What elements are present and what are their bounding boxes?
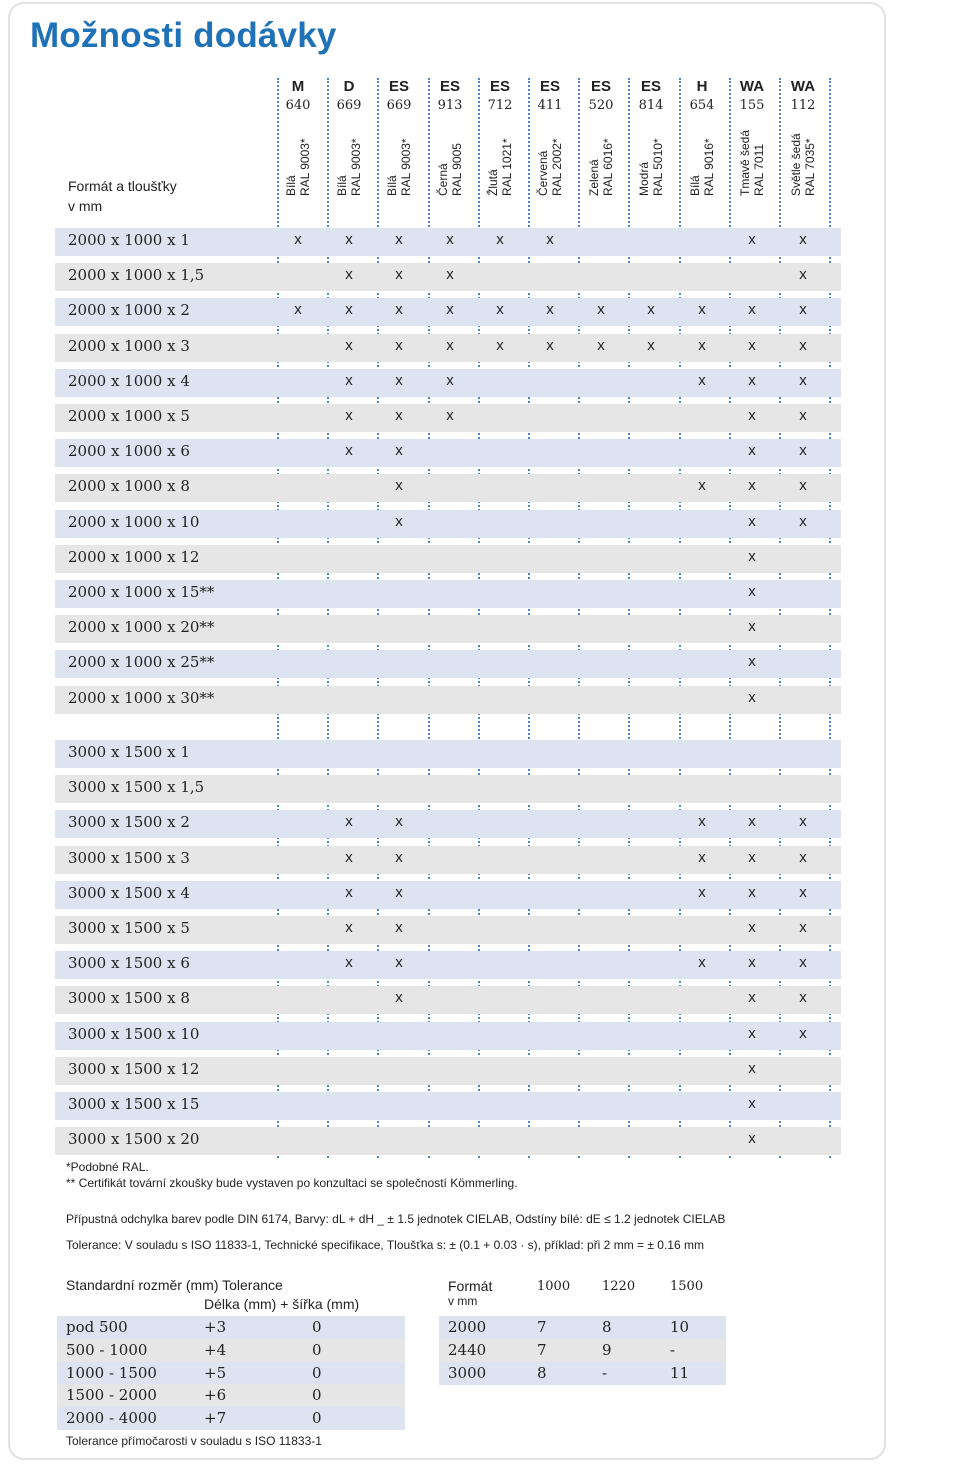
column-number: 520 [588, 98, 614, 113]
availability-mark: x [395, 919, 403, 936]
availability-mark: x [799, 336, 807, 354]
availability-mark: x [748, 883, 756, 901]
availability-mark: x [345, 442, 353, 460]
availability-mark: x [799, 813, 807, 831]
tolerance-cell: +4 [204, 1340, 227, 1359]
format-cell: 7 [537, 1340, 547, 1359]
table-row [55, 580, 841, 608]
availability-mark: x [748, 813, 756, 831]
availability-mark: x [395, 813, 403, 831]
availability-mark: x [748, 1024, 756, 1042]
availability-mark: x [395, 883, 403, 901]
column-color-line: RAL 9003* [399, 138, 413, 196]
availability-mark: x [698, 883, 706, 901]
availability-mark: x [345, 301, 353, 319]
availability-mark: x [395, 231, 403, 248]
table-row [55, 810, 841, 838]
column-color-line: Tmavě šedá [738, 129, 752, 196]
column-color-line: Bílá [335, 175, 349, 196]
tolerance-cell: 2000 - 4000 [66, 1409, 157, 1428]
tolerance-cell: +7 [204, 1409, 227, 1428]
availability-mark: x [799, 848, 807, 866]
format-label-line1: Formát a tloušťky [68, 178, 177, 194]
availability-mark: x [395, 477, 403, 495]
tolerance-row [57, 1384, 405, 1407]
availability-mark: x [748, 301, 756, 319]
row-format-label: 3000 x 1500 x 15 [68, 1095, 200, 1113]
availability-mark: x [748, 1130, 756, 1148]
availability-mark: x [748, 231, 756, 248]
table-row [55, 916, 841, 944]
availability-mark: x [446, 336, 454, 354]
availability-mark: x [799, 371, 807, 389]
note-thickness-tolerance: Tolerance: V souladu s ISO 11833-1, Technické specifikace, Tloušťka s: ± (0.1 + 0.03 · s), příklad: při 2 mm = ± 0.16 mm [66, 1238, 704, 1252]
column-color-line: RAL 9016* [702, 138, 716, 196]
format-cell: - [602, 1363, 608, 1382]
table-row [55, 228, 841, 256]
column-code: ES [640, 78, 661, 95]
row-format-label: 2000 x 1000 x 6 [68, 442, 190, 461]
format-row [439, 1316, 726, 1339]
note-certificate: ** Certifikát tovární zkoušky bude vystaven po konzultaci se společností Kömmerling. [66, 1176, 518, 1190]
column-color-line: RAL 6016* [601, 138, 615, 196]
row-format-label: 2000 x 1000 x 15** [68, 583, 215, 601]
availability-mark: x [395, 512, 403, 530]
availability-mark: x [395, 336, 403, 354]
column-number: 112 [790, 98, 816, 113]
row-format-label: 3000 x 1500 x 3 [68, 848, 190, 867]
column-code: H [696, 78, 708, 95]
tolerance-cell: 1000 - 1500 [66, 1363, 157, 1382]
tolerance-header-2: Délka (mm) + šířka (mm) [204, 1296, 360, 1312]
availability-mark: x [748, 954, 756, 972]
column-code: D [343, 78, 355, 95]
availability-mark: x [345, 231, 353, 248]
format-label [68, 176, 177, 216]
table-row [55, 474, 841, 502]
availability-mark: x [446, 371, 454, 389]
availability-mark: x [647, 301, 655, 319]
availability-mark: x [748, 477, 756, 495]
row-format-label: 3000 x 1500 x 1 [68, 743, 190, 761]
row-format-label: 3000 x 1500 x 6 [68, 954, 190, 973]
note-color-tolerance: Přípustná odchylka barev podle DIN 6174, Barvy: dL + dH _ ± 1.5 jednotek CIELAB, Odstíny bílé: dE ≤ 1.2 jednotek CIELAB [66, 1212, 726, 1226]
tolerance-cell: pod 500 [66, 1318, 128, 1336]
format-cell: 10 [670, 1318, 690, 1336]
column-color-line: Žlutá [486, 169, 500, 196]
format-table-header-size: 1000 [537, 1279, 571, 1294]
column-color-line: Černá [436, 163, 450, 196]
format-cell: 7 [537, 1318, 547, 1336]
format-cell: 9 [602, 1340, 612, 1359]
availability-mark: x [698, 954, 706, 972]
availability-mark: x [395, 848, 403, 866]
tolerance-cell: 1500 - 2000 [66, 1386, 157, 1405]
table-row [55, 439, 841, 467]
table-row [55, 1057, 841, 1085]
column-number: 913 [437, 98, 463, 113]
availability-mark: x [698, 301, 706, 319]
tolerance-footer: Tolerance přímočarosti v souladu s ISO 11833-1 [66, 1434, 322, 1448]
availability-mark: x [799, 266, 807, 284]
column-code: ES [439, 78, 460, 95]
availability-mark: x [496, 301, 504, 319]
column-color-line: RAL 9005 [450, 143, 464, 196]
availability-mark: x [345, 883, 353, 901]
availability-mark: x [799, 442, 807, 460]
availability-mark: x [345, 407, 353, 424]
column-color-line: RAL 1021* [500, 138, 514, 196]
row-format-label: 2000 x 1000 x 20** [68, 618, 215, 637]
format-cell: 2440 [448, 1340, 487, 1359]
column-number: 669 [386, 98, 412, 113]
availability-mark: x [748, 989, 756, 1007]
format-table-header-size: 1220 [602, 1279, 636, 1294]
availability-mark: x [748, 653, 756, 671]
table-row [55, 334, 841, 362]
availability-mark: x [496, 336, 504, 354]
column-color-line: Zelená [587, 159, 601, 196]
format-cell: 3000 [448, 1363, 487, 1382]
column-color-line: RAL 9003* [298, 138, 312, 196]
row-format-label: 2000 x 1000 x 25** [68, 653, 215, 672]
availability-mark: x [748, 512, 756, 530]
row-format-label: 3000 x 1500 x 5 [68, 919, 190, 937]
availability-mark: x [748, 583, 756, 600]
table-row [55, 369, 841, 397]
format-table-header-label: Formát [448, 1278, 493, 1294]
column-number: 640 [285, 98, 311, 113]
availability-mark: x [799, 231, 807, 248]
row-format-label: 2000 x 1000 x 10 [68, 512, 200, 531]
format-cell: - [670, 1340, 676, 1359]
availability-mark: x [748, 688, 756, 706]
tolerance-row [57, 1362, 405, 1385]
availability-mark: x [446, 231, 454, 248]
row-format-label: 3000 x 1500 x 8 [68, 989, 190, 1008]
availability-mark: x [748, 848, 756, 866]
availability-mark: x [748, 618, 756, 636]
availability-mark: x [395, 301, 403, 319]
tolerance-row [57, 1407, 405, 1430]
availability-mark: x [799, 301, 807, 319]
tolerance-cell: +6 [204, 1386, 227, 1405]
table-row [55, 263, 841, 291]
availability-mark: x [799, 1024, 807, 1042]
availability-mark: x [799, 954, 807, 972]
column-code: ES [489, 78, 510, 95]
tolerance-cell: 0 [312, 1409, 322, 1428]
row-format-label: 2000 x 1000 x 8 [68, 477, 190, 496]
availability-mark: x [345, 919, 353, 936]
availability-mark: x [345, 848, 353, 866]
format-row [439, 1362, 726, 1385]
availability-mark: x [698, 371, 706, 389]
availability-mark: x [799, 477, 807, 495]
tolerance-cell: 0 [312, 1386, 322, 1405]
table-row [55, 775, 841, 803]
table-row [55, 740, 841, 768]
table-row [55, 298, 841, 326]
column-number: 669 [336, 98, 362, 113]
page-title: Možnosti dodávky [30, 16, 337, 55]
format-cell: 8 [537, 1363, 547, 1382]
column-code: ES [388, 78, 409, 95]
row-format-label: 3000 x 1500 x 20 [68, 1130, 200, 1149]
availability-mark: x [395, 407, 403, 424]
table-row [55, 1092, 841, 1120]
column-color-line: Červená [536, 150, 550, 196]
availability-mark: x [799, 919, 807, 936]
availability-mark: x [748, 336, 756, 354]
format-label-line2: v mm [68, 198, 103, 214]
table-row [55, 615, 841, 643]
availability-mark: x [698, 477, 706, 495]
column-color-line: Bílá [385, 175, 399, 196]
availability-mark: x [294, 231, 302, 248]
row-format-label: 3000 x 1500 x 2 [68, 813, 190, 832]
tolerance-cell: 0 [312, 1318, 322, 1336]
availability-mark: x [294, 301, 302, 319]
column-code: M [291, 78, 305, 95]
availability-mark: x [395, 442, 403, 460]
column-number: 155 [739, 98, 765, 113]
table-row [55, 846, 841, 874]
format-cell: 11 [670, 1363, 690, 1382]
availability-mark: x [799, 883, 807, 901]
tolerance-header-1: Standardní rozměr (mm) Tolerance [66, 1277, 283, 1293]
table-row [55, 510, 841, 538]
format-table-header-size: 1500 [670, 1279, 704, 1294]
format-row [439, 1339, 726, 1362]
availability-mark: x [345, 813, 353, 831]
availability-mark: x [546, 336, 554, 354]
tolerance-cell: 0 [312, 1340, 322, 1359]
availability-mark: x [345, 266, 353, 284]
format-cell: 2000 [448, 1318, 487, 1336]
availability-mark: x [799, 989, 807, 1007]
row-format-label: 2000 x 1000 x 30** [68, 688, 215, 707]
table-row [55, 951, 841, 979]
availability-mark: x [748, 919, 756, 936]
column-color-line: RAL 5010* [651, 138, 665, 196]
availability-mark: x [395, 266, 403, 284]
availability-mark: x [748, 442, 756, 460]
availability-mark: x [799, 407, 807, 424]
availability-mark: x [395, 371, 403, 389]
table-row [55, 881, 841, 909]
availability-mark: x [748, 1095, 756, 1112]
row-format-label: 2000 x 1000 x 1,5 [68, 266, 205, 285]
availability-mark: x [597, 336, 605, 354]
availability-mark: x [698, 813, 706, 831]
row-format-label: 2000 x 1000 x 2 [68, 301, 190, 320]
note-similar-ral: *Podobné RAL. [66, 1160, 149, 1174]
table-row [55, 404, 841, 432]
availability-mark: x [748, 1059, 756, 1077]
column-code: WA [739, 78, 765, 95]
availability-mark: x [446, 407, 454, 424]
column-code: ES [590, 78, 611, 95]
tolerance-cell: +5 [204, 1363, 227, 1382]
column-color-line: Světle šedá [789, 133, 803, 196]
availability-mark: x [546, 231, 554, 248]
availability-mark: x [698, 848, 706, 866]
table-row [55, 686, 841, 714]
format-cell: 8 [602, 1318, 612, 1336]
availability-mark: x [748, 407, 756, 424]
tolerance-cell: 500 - 1000 [66, 1340, 148, 1359]
availability-mark: x [698, 336, 706, 354]
format-table-header-sub: v mm [448, 1294, 478, 1308]
column-color-line: RAL 7035* [803, 138, 817, 196]
column-color-line: Bílá [284, 175, 298, 196]
table-row [55, 986, 841, 1014]
column-code: ES [539, 78, 560, 95]
column-color-line: Modrá [637, 161, 651, 196]
row-format-label: 3000 x 1500 x 1,5 [68, 778, 205, 797]
column-number: 712 [487, 98, 513, 113]
column-number: 814 [638, 98, 664, 113]
row-format-label: 3000 x 1500 x 10 [68, 1024, 200, 1043]
availability-mark: x [345, 336, 353, 354]
column-number: 654 [689, 98, 715, 113]
availability-mark: x [647, 336, 655, 354]
column-color-line: RAL 2002* [550, 138, 564, 196]
availability-mark: x [546, 301, 554, 319]
availability-mark: x [799, 512, 807, 530]
row-format-label: 2000 x 1000 x 4 [68, 371, 190, 390]
availability-mark: x [496, 231, 504, 248]
row-format-label: 2000 x 1000 x 3 [68, 336, 190, 355]
availability-mark: x [395, 954, 403, 972]
table-row [55, 545, 841, 573]
row-format-label: 3000 x 1500 x 4 [68, 883, 190, 902]
column-code: WA [790, 78, 816, 95]
availability-mark: x [395, 989, 403, 1007]
row-format-label: 2000 x 1000 x 5 [68, 407, 190, 425]
availability-mark: x [446, 266, 454, 284]
availability-mark: x [748, 547, 756, 565]
tolerance-cell: +3 [204, 1318, 227, 1336]
column-color-line: Bílá [688, 175, 702, 196]
column-color-line: RAL 9003* [349, 138, 363, 196]
availability-mark: x [597, 301, 605, 319]
availability-mark: x [446, 301, 454, 319]
table-row [55, 1127, 841, 1155]
table-row [55, 650, 841, 678]
column-color-line: RAL 7011 [752, 143, 766, 196]
tolerance-row [57, 1339, 405, 1362]
availability-mark: x [345, 371, 353, 389]
row-format-label: 2000 x 1000 x 12 [68, 547, 200, 566]
column-number: 411 [537, 98, 563, 113]
tolerance-cell: 0 [312, 1363, 322, 1382]
availability-mark: x [748, 371, 756, 389]
row-format-label: 2000 x 1000 x 1 [68, 231, 190, 249]
table-row [55, 1022, 841, 1050]
availability-mark: x [345, 954, 353, 972]
row-format-label: 3000 x 1500 x 12 [68, 1059, 200, 1078]
tolerance-row [57, 1316, 405, 1339]
